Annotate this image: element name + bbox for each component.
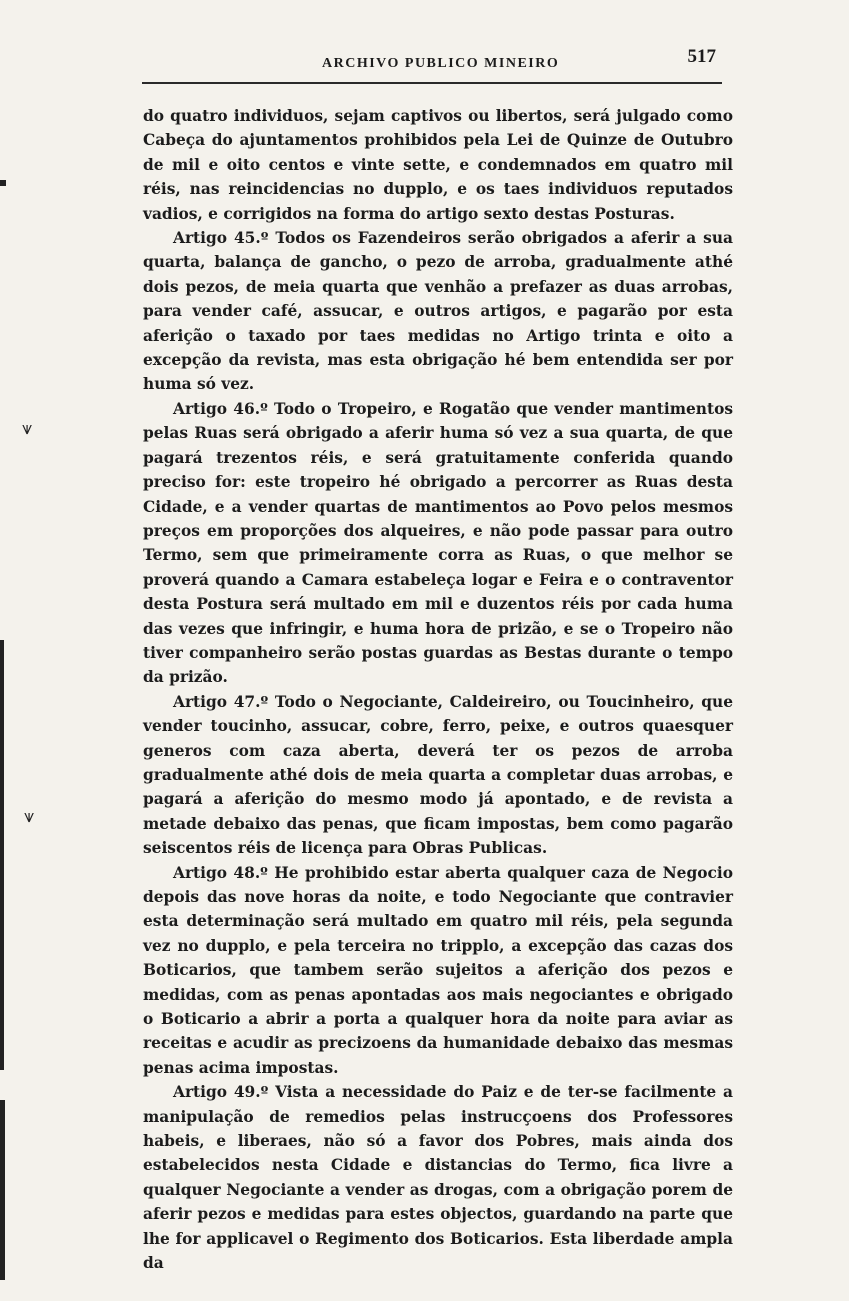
page-number: 517	[687, 46, 716, 67]
margin-tick-mark: ⩛	[24, 806, 35, 827]
paragraph-artigo-47: Artigo 47.º Todo o Negociante, Caldeireiro, ou Toucinheiro, que vender toucinho, assucar, cobre, ferro, peixe, e outros quaesquer generos com caza aberta, deverá ter os pezos de arroba gradualmente athé dois de meia quarta a completar duas arrobas, e pagará a aferição do mesmo modo já apontado, e de revista a metade debaixo das penas, que ficam impostas, bem como pagarão seiscentos réis de licença para Obras Publicas.	[143, 692, 733, 858]
paragraph-continuation: do quatro individuos, sejam captivos ou libertos, será julgado como Cabeça do ajuntamentos prohibidos pela Lei de Quinze de Outubro de mil e oito centos e vinte sette, e condemnados em quatro mil réis, nas reincidencias no dupplo, e os taes individuos reputados vadios, e corrigidos na forma do artigo sexto destas Posturas.	[143, 107, 733, 223]
body-text	[143, 104, 733, 1276]
page-header	[142, 44, 722, 84]
running-title: ARCHIVO PUBLICO MINEIRO	[322, 56, 560, 71]
paragraph-artigo-48: Artigo 48.º He prohibido estar aberta qualquer caza de Negocio depois das nove horas da noite, e todo Negociante que contravier esta determinação será multado em quatro mil réis, pela segunda vez no dupplo, e pela terceira no tripplo, a excepção das cazas dos Boticarios, que tambem serão sujeitos a aferição dos pezos e medidas, com as penas apontadas aos mais negociantes e obrigado o Boticario a abrir a porta a qualquer hora da noite para aviar as receitas e acudir as precizoens da humanidade debaixo das mesmas penas acima impostas.	[143, 863, 733, 1077]
margin-tick-mark: ⩛	[22, 418, 33, 439]
paragraph-artigo-49: Artigo 49.º Vista a necessidade do Paiz e de ter-se facilmente a manipulação de remedios pelas instrucçoens dos Professores habeis, e liberaes, não só a favor dos Pobres, mais ainda dos estabelecidos nesta Cidade e distancias do Termo, fica livre a qualquer Negociante a vender as drogas, com a obrigação porem de aferir pezos e medidas para estes objectos, guardando na parte que lhe for applicavel o Regimento dos Boticarios. Esta liberdade ampla da	[143, 1083, 733, 1273]
left-edge-line-lower	[0, 1100, 5, 1280]
paragraph-artigo-45: Artigo 45.º Todos os Fazendeiros serão obrigados a aferir a sua quarta, balança de gancho, o pezo de arroba, gradualmente athé dois pezos, de meia quarta que venhão a prefazer as duas arrobas, para vender café, assucar, e outros artigos, e pagarão por esta aferição o taxado por taes medidas no Artigo trinta e oito a excepção da revista, mas esta obrigação hé bem entendida ser por huma só vez.	[143, 229, 733, 394]
left-edge-line	[0, 640, 4, 1070]
paragraph-artigo-46: Artigo 46.º Todo o Tropeiro, e Rogatão que vender mantimentos pelas Ruas será obrigado a aferir huma só vez a sua quarta, de que pagará trezentos réis, e será gratuitamente conferida quando preciso for: este tropeiro hé obrigado a percorrer as Ruas desta Cidade, e a vender quartas de mantimentos ao Povo pelos mesmos preços em proporções dos alqueires, e não pode passar para outro Termo, sem que primeiramente corra as Ruas, o que melhor se proverá quando a Camara estabeleça logar e Feira e o contraventor desta Postura será multado em mil e duzentos réis por cada huma das vezes que infringir, e huma hora de prizão, e se o Tropeiro não tiver companheiro serão postas guardas as Bestas durante o tempo da prizão.	[143, 399, 733, 687]
margin-speck	[0, 180, 6, 186]
header-rule	[142, 82, 722, 84]
